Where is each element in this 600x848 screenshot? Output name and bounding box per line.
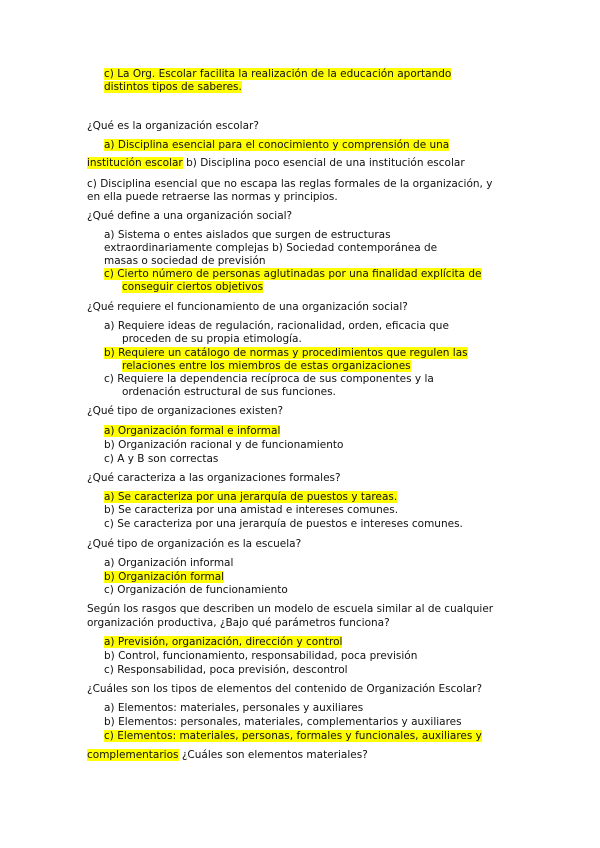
q2-option-a-line-3: masas o sociedad de previsión: [104, 255, 266, 267]
q8-option-a: a) Elementos: materiales, personales y auxiliares: [104, 702, 364, 714]
highlight: a) Organización formal e informal: [104, 425, 281, 437]
question-7-line-1: Según los rasgos que describen un modelo de escuela similar al de cualquier: [87, 603, 494, 615]
highlight: a) Disciplina esencial para el conocimiento y comprensión de una: [104, 139, 450, 151]
highlight: institución escolar: [87, 157, 183, 169]
q7-option-a: [104, 636, 342, 649]
highlight: a) Se caracteriza por una jerarquía de puestos y tareas.: [104, 491, 398, 503]
q2-option-a-line-2: extraordinariamente complejas b) Sociedad contemporánea de: [104, 242, 438, 254]
question-1: ¿Qué es la organización escolar?: [87, 120, 259, 132]
highlight: relaciones entre los miembros de estas organizaciones: [122, 360, 411, 372]
intro-line-1: [104, 68, 451, 81]
q3-option-b-line-2: [122, 360, 411, 373]
q3-option-b-line-1: [104, 347, 468, 360]
q8-option-c-line-1: [104, 730, 482, 743]
q5-option-c: c) Se caracteriza por una jerarquía de puestos e intereses comunes.: [104, 518, 463, 530]
q4-option-c: c) A y B son correctas: [104, 453, 219, 465]
highlight: b) Requiere un catálogo de normas y procedimientos que regulen las: [104, 347, 468, 359]
q8-option-b: b) Elementos: personales, materiales, complementarios y auxiliares: [104, 716, 462, 728]
q7-option-c: c) Responsabilidad, poca previsión, descontrol: [104, 664, 348, 676]
next-question: ¿Cuáles son elementos materiales?: [178, 749, 368, 761]
q1-option-c-line-2: en ella puede retraerse las normas y principios.: [87, 191, 338, 203]
q6-option-a: a) Organización informal: [104, 557, 234, 569]
q2-option-c-line-1: [104, 268, 482, 281]
q1-option-a-b-line: [87, 157, 465, 170]
question-5: ¿Qué caracteriza a las organizaciones formales?: [87, 472, 341, 484]
question-2: ¿Qué define a una organización social?: [87, 210, 293, 222]
q6-option-b: [104, 571, 224, 584]
q7-option-b: b) Control, funcionamiento, responsabilidad, poca previsión: [104, 650, 418, 662]
q3-option-c-line-2: ordenación estructural de sus funciones.: [122, 386, 336, 398]
q4-option-a: [104, 425, 280, 438]
q1-option-a-line-1: [104, 139, 449, 152]
q1-option-b: b) Disciplina poco esencial de una institución escolar: [182, 157, 465, 169]
question-8: ¿Cuáles son los tipos de elementos del contenido de Organización Escolar?: [87, 683, 483, 695]
highlight: c) Cierto número de personas aglutinadas por una finalidad explícita de: [104, 268, 482, 280]
q5-option-b: b) Se caracteriza por una amistad e intereses comunes.: [104, 504, 399, 516]
highlight: a) Previsión, organización, dirección y control: [104, 636, 343, 648]
question-6: ¿Qué tipo de organización es la escuela?: [87, 538, 302, 550]
highlight: b) Organización formal: [104, 571, 225, 583]
q3-option-c-line-1: c) Requiere la dependencia recíproca de sus componentes y la: [104, 373, 434, 385]
q3-option-a-line-2: proceden de su propia etimología.: [122, 333, 302, 345]
highlight: distintos tipos de saberes.: [104, 81, 242, 93]
highlight: c) Elementos: materiales, personas, formales y funcionales, auxiliares y: [104, 730, 482, 742]
highlight: c) La Org. Escolar facilita la realización de la educación aportando: [104, 68, 452, 80]
q8-option-c-line-2: [87, 749, 368, 762]
question-4: ¿Qué tipo de organizaciones existen?: [87, 405, 284, 417]
intro-line-2: [104, 81, 242, 94]
q2-option-a-line-1: a) Sistema o entes aislados que surgen de estructuras: [104, 229, 391, 241]
q6-option-c: c) Organización de funcionamiento: [104, 584, 288, 596]
question-7-line-2: organización productiva, ¿Bajo qué parámetros funciona?: [87, 617, 390, 629]
highlight: conseguir ciertos objetivos: [122, 281, 264, 293]
question-3: ¿Qué requiere el funcionamiento de una organización social?: [87, 301, 408, 313]
highlight: complementarios: [87, 749, 179, 761]
q1-option-c-line-1: c) Disciplina esencial que no escapa las reglas formales de la organización, y: [87, 178, 493, 190]
q2-option-c-line-2: [122, 281, 263, 294]
q5-option-a: [104, 491, 397, 504]
q3-option-a-line-1: a) Requiere ideas de regulación, racionalidad, orden, eficacia que: [104, 320, 449, 332]
q4-option-b: b) Organización racional y de funcionamiento: [104, 439, 344, 451]
